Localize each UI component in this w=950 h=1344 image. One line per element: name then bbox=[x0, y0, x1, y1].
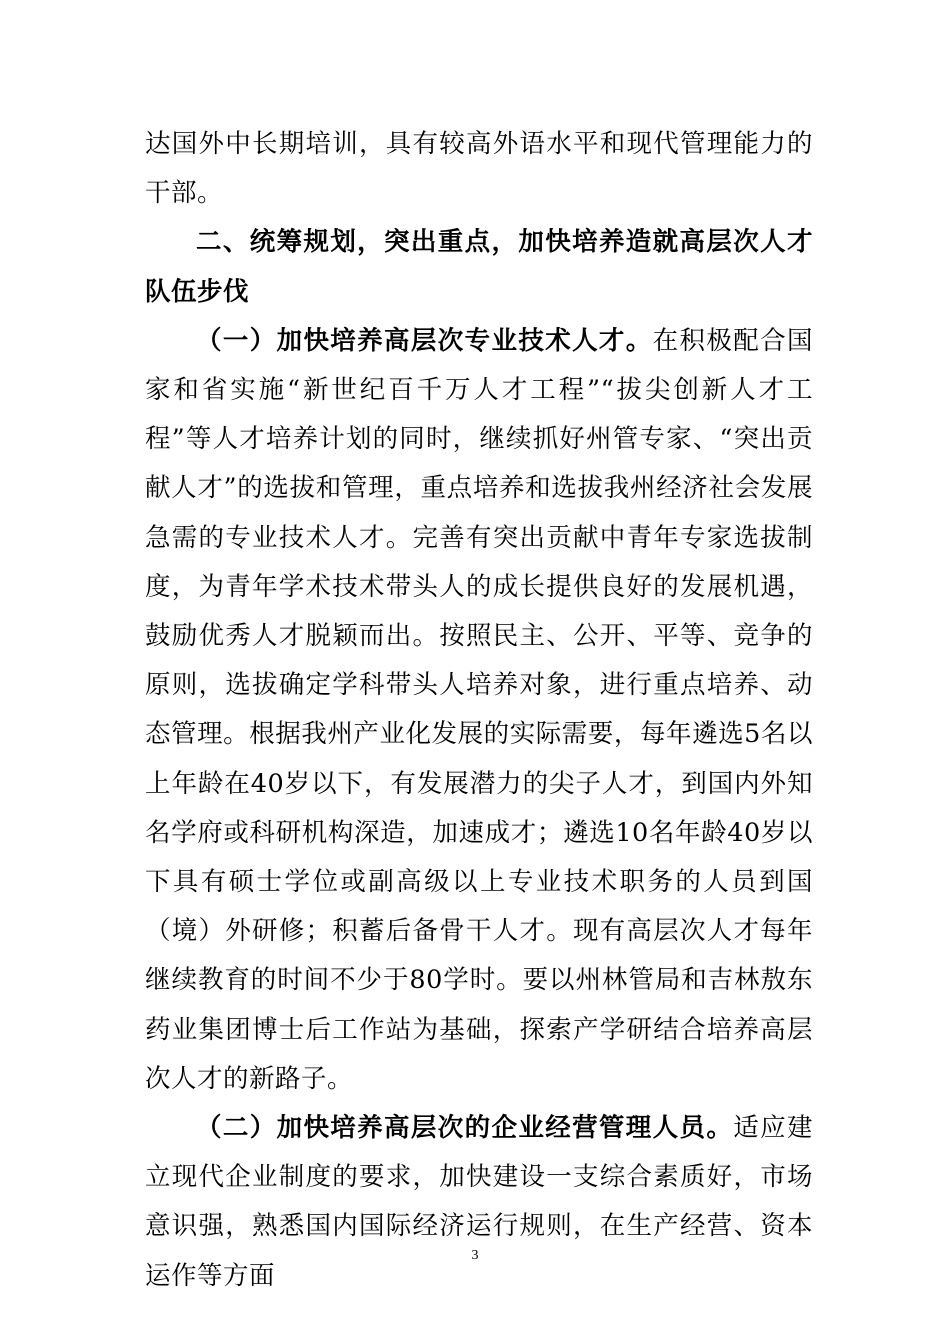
item-2-body: 适应建立现代企业制度的要求，加快建设一支综合素质好，市场意识强，熟悉国内国际经济运行规则，在生产经营、资本运作等方面 bbox=[145, 1113, 813, 1291]
item-2-lead: （二）加快培养高层次的企业经营管理人员。 bbox=[196, 1113, 734, 1144]
document-body bbox=[145, 120, 813, 1301]
item-1-body: 在积极配合国家和省实施“新世纪百千万人才工程”“拔尖创新人才工程”等人才培养计划的同时，继续抓好州管专家、“突出贡献人才”的选拔和管理，重点培养和选拔我州经济社会发展急需的专业技术人才。完善有突出贡献中青年专家选拔制度，为青年学术技术带头人的成长提供良好的发展机遇，鼓励优秀人才脱颖而出。按照民主、公开、平等、竞争的原则，选拔确定学科带头人培养对象，进行重点培养、动态管理。根据我州产业化发展的实际需要，每年遴选5名以上年龄在40岁以下，有发展潜力的尖子人才，到国内外知名学府或科研机构深造，加速成才；遴选10名年龄40岁以下具有硕士学位或副高级以上专业技术职务的人员到国（境）外研修；积蓄后备骨干人才。现有高层次人才每年继续教育的时间不少于80学时。要以州林管局和吉林敖东药业集团博士后工作站为基础，探索产学研结合培养高层次人才的新路子。 bbox=[145, 325, 813, 1094]
section-heading: 二、统筹规划，突出重点，加快培养造就高层次人才队伍步伐 bbox=[145, 227, 813, 307]
page-number: 3 bbox=[471, 1248, 479, 1263]
paragraph-item-2 bbox=[145, 1104, 813, 1301]
paragraph-item-1 bbox=[145, 317, 813, 1104]
paragraph-continuation: 达国外中长期培训，具有较高外语水平和现代管理能力的干部。 bbox=[145, 129, 813, 209]
item-1-lead: （一）加快培养高层次专业技术人才。 bbox=[196, 325, 653, 356]
